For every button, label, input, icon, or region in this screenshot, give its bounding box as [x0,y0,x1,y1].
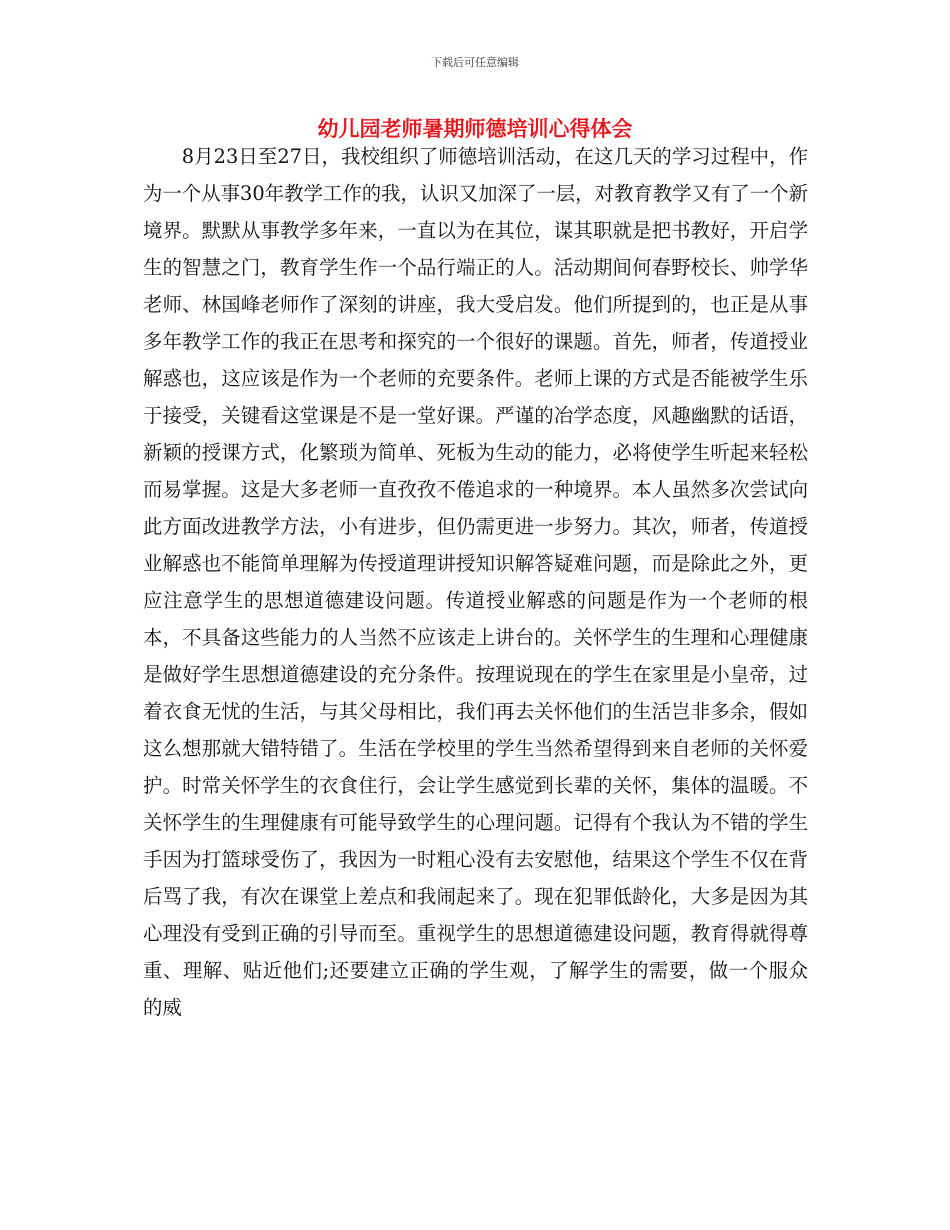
body-paragraph: 8月23日至27日，我校组织了师德培训活动，在这几天的学习过程中，作为一个从事30年教学工作的我，认识又加深了一层，对教育教学又有了一个新境界。默默从事教学多年来，一直以为在其位，谋其职就是把书教好，开启学生的智慧之门，教育学生作一个品行端正的人。活动期间何春野校长、帅学华老师、林国峰老师作了深刻的讲座，我大受启发。他们所提到的，也正是从事多年教学工作的我正在思考和探究的一个很好的课题。首先，师者，传道授业解惑也，这应该是作为一个老师的充要条件。老师上课的方式是否能被学生乐于接受，关键看这堂课是不是一堂好课。严谨的冶学态度，风趣幽默的话语，新颖的授课方式，化繁琐为简单、死板为生动的能力，必将使学生听起来轻松而易掌握。这是大多老师一直孜孜不倦追求的一种境界。本人虽然多次尝试向此方面改进教学方法，小有进步，但仍需更进一步努力。其次，师者，传道授业解惑也不能简单理解为传授道理讲授知识解答疑难问题，而是除此之外，更应注意学生的思想道德建设问题。传道授业解惑的问题是作为一个老师的根本，不具备这些能力的人当然不应该走上讲台的。关怀学生的生理和心理健康是做好学生思想道德建设的充分条件。按理说现在的学生在家里是小皇帝，过着衣食无忧的生活，与其父母相比，我们再去关怀他们的生活岂非多余，假如这么想那就大错特错了。生活在学校里的学生当然希望得到来自老师的关怀爱护。时常关怀学生的衣食住行，会让学生感觉到长辈的关怀，集体的温暖。不关怀学生的生理健康有可能导致学生的心理问题。记得有个我认为不错的学生手因为打篮球受伤了，我因为一时粗心没有去安慰他，结果这个学生不仅在背后骂了我，有次在课堂上差点和我闹起来了。现在犯罪低龄化，大多是因为其心理没有受到正确的引导而至。重视学生的思想道德建设问题，教育得就得尊重、理解、贴近他们;还要建立正确的学生观，了解学生的需要，做一个服众的威 [143,145,808,1019]
document-title: 幼儿园老师暑期师德培训心得体会 [317,116,633,141]
header-note: 下载后可任意编辑 [431,56,519,69]
